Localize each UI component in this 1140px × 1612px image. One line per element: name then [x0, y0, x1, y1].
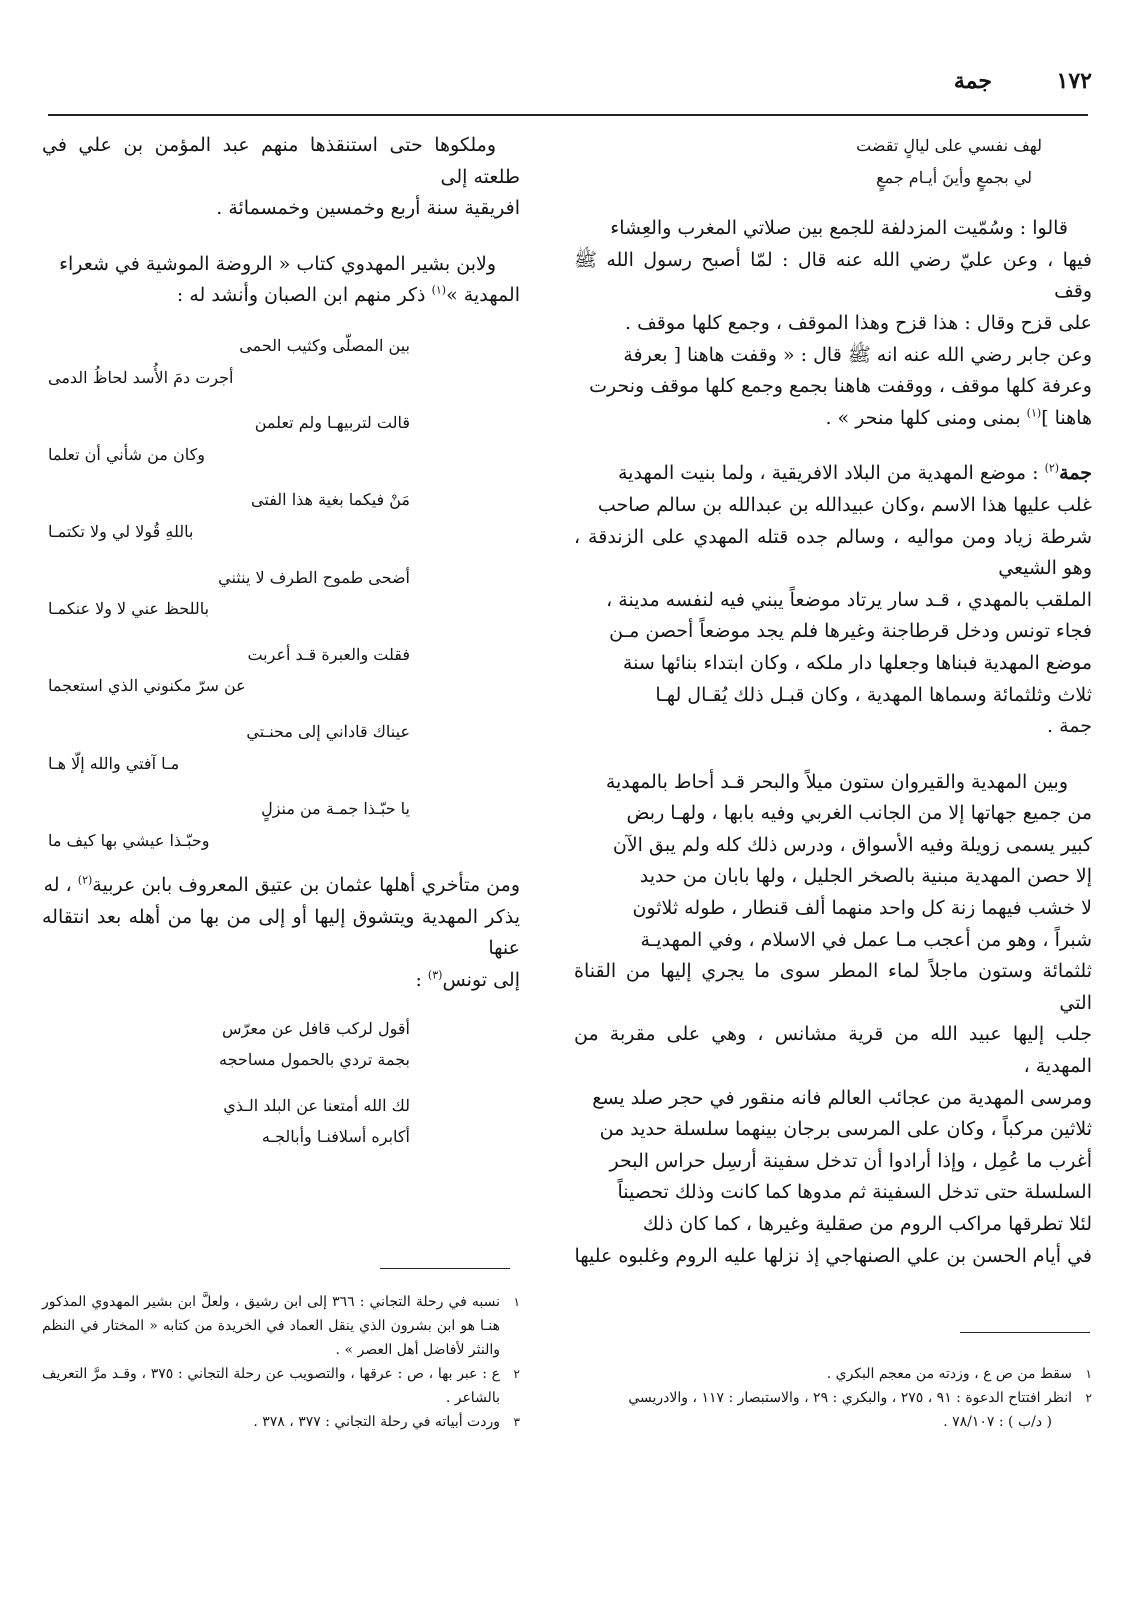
text-line: شبراً ، وهو من أعجب مـا عمل في الاسلام ، وفي المهديـة: [640, 928, 1092, 951]
paragraph: [42, 249, 520, 312]
verse-hemistich-1: عيناك قاداني إلى محنـتي: [246, 721, 410, 741]
footnote-number: ١: [1085, 1367, 1092, 1381]
verse-hemistich-1: لهف نفسي على ليالٍ تقضت: [856, 136, 1042, 155]
left-column: [42, 130, 520, 1167]
footnote: [572, 1386, 1092, 1410]
verse-hemistich-1: أضحى طموح الطرف لا ينثني: [218, 567, 410, 587]
text-line: أغرب ما عُمِل ، وإذا أرادوا أن تدخل سفينة أرسِل حراس البحر: [609, 1149, 1092, 1172]
footnote-number: [1078, 1410, 1092, 1434]
footnote: [42, 1362, 520, 1410]
entry-headword: جمة: [1059, 462, 1092, 485]
text-line: فجاء تونس ودخل قرطاجنة وغيرها فلم يجد موضعاً أحصن مـن: [609, 620, 1092, 643]
verse-hemistich-1: لك الله أمتعنا عن البلد الـذي: [223, 1095, 410, 1115]
text-line: هاهنا ]: [1041, 406, 1092, 429]
text-line: ثلاثين مركباً ، وكان على المرسى برجان بينهما سلسلة حديد من: [599, 1118, 1092, 1141]
text-line: من جميع جهاتها إلا من الجانب الغربي وفيه بابها ، ولهـا ربض: [626, 802, 1092, 825]
text-line: وعرفة كلها موقف ، ووقفت هاهنا بجمع وجمع كلها موقف ونحرت: [589, 375, 1092, 398]
text-line: موضع المهدية فبناها وجعلها دار ملكه ، وكان ابتداء بنائها سنة: [622, 651, 1092, 674]
verse-couplet: [42, 639, 520, 702]
text-line: ومن متأخري أهلها عثمان بن عتيق المعروف بابن عربية: [92, 874, 520, 897]
footnote-text: سقط من ص ع ، وزدته من معجم البكري .: [826, 1366, 1072, 1382]
text-line: في أيام الحسن بن علي الصنهاجي إذ نزلها عليه الروم وغلبوه عليها: [574, 1244, 1092, 1267]
text-line: على قزح وقال : هذا قزح وهذا الموقف ، وجمع كلها موقف .: [624, 311, 1092, 334]
text-line: جلب إليها عبيد الله من قرية مشانس ، وهي على مقربة من المهدية ،: [574, 1023, 1092, 1078]
text-line: إلى تونس: [442, 969, 520, 992]
footnote-marker[interactable]: (١): [1026, 406, 1042, 420]
verse-hemistich-2: بجمة تردي بالحمول مساحجه: [219, 1050, 410, 1070]
text-line: ثلاث وثلثمائة وسماها المهدية ، وكان قبـل ذلك يُقـال لهـا: [655, 683, 1092, 706]
text-line: لئلا تطرقها مراكب الروم من صقلية وغيرها ، كما كان ذلك: [642, 1213, 1092, 1235]
verse-hemistich-2: باللهِ قُولا لي ولا تكتمـا: [48, 521, 194, 541]
verse-couplet: [42, 562, 520, 625]
text-line: : موضع المهدية من البلاد الافريقية ، ولما بنيت المهدية: [617, 462, 1045, 485]
footnote-marker[interactable]: (٣): [427, 968, 443, 982]
footnote: [572, 1362, 1092, 1386]
verse-couplet: [42, 716, 520, 779]
footnote-text: انظر افتتاح الدعوة : ٩١ ، ٢٧٥ ، والبكري : ٢٩ ، والاستبصار : ١١٧ ، والادريسي: [628, 1390, 1072, 1406]
page-number: ١٧٢: [1056, 68, 1092, 94]
verse-hemistich-2: أجرت دمَ الأُسد لحاظُ الدمى: [48, 367, 234, 387]
verse-hemistich-2: باللحظ عني لا ولا عنكمـا: [48, 599, 210, 619]
verse-hemistich-2: لي بجمعٍ وأينَ أيـام جمعٍ: [876, 167, 1032, 187]
text-line: كبير يسمى زويلة وفيه الأسواق ، ودرس ذلك كله ولم يبق الآن: [612, 833, 1092, 856]
footnote: [42, 1410, 520, 1434]
text-line: بمنى ومنى كلها منحر » .: [825, 406, 1027, 429]
text-line: :: [415, 969, 428, 992]
verse-hemistich-1: فقلت والعبرة قـد أعربت: [247, 644, 410, 664]
poem: [42, 1013, 520, 1153]
footnote-number: ٢: [513, 1367, 520, 1381]
text-line: المهدية »: [446, 284, 520, 307]
footnote-text: ع : عبر بها ، ص : عرقها ، والتصويب عن رحلة التجاني : ٣٧٥ ، وقـد مرَّ التعريف بالشاعر .: [42, 1366, 500, 1406]
text-line: وبين المهدية والقيروان ستون ميلاً والبحر قـد أحاط بالمهدية: [605, 770, 1068, 793]
text-line: افريقية سنة أربع وخمسين وخمسمائة .: [216, 197, 520, 220]
verse-hemistich-2: أكابره أسلافنـا وأبالجـه: [261, 1127, 410, 1147]
text-line: ومرسى المهدية من عجائب العالم فانه منقور في حجر صلد يسع: [592, 1086, 1092, 1109]
text-line: ثلثمائة وستون ماجلاً لماء المطر سوى ما يجري إليها من القناة التي: [574, 960, 1092, 1014]
verse-hemistich-1: قالت لتربيهـا ولم تعلمن: [254, 413, 410, 433]
verse-hemistich-2: وكان من شأني أن تعلما: [48, 444, 205, 464]
paragraph: [574, 767, 1092, 1273]
text-line: لا خشب فيهما زنة كل واحد منهما ألف قنطار ، طوله ثلاثون: [632, 897, 1092, 920]
text-line: قالوا : وسُمّيت المزدلفة للجمع بين صلاتي المغرب والعِشاء: [610, 217, 1068, 240]
text-line: إلا حصن المهدية مبنية بالصخر الجليل ، ولها بابان من حديد: [639, 865, 1092, 888]
footnote-number: ٢: [1085, 1391, 1092, 1405]
text-line: الملقب بالمهدي ، قـد سار يرتاد موضعاً يبني فيه لنفسه مدينة ،: [606, 588, 1092, 611]
verse-couplet: [42, 1090, 520, 1153]
text-line: ذكر منهم ابن الصبان وأنشد له :: [176, 284, 432, 307]
text-line: وملكوها حتى استنقذها منهم عبد المؤمن بن علي في طلعته إلى: [42, 134, 520, 188]
footnote-number: ٣: [513, 1415, 520, 1429]
verse-couplet: [42, 793, 520, 856]
footnote-marker[interactable]: (١): [431, 284, 447, 298]
verse-hemistich-1: مَنْ فيكما بغية هذا الفتى: [251, 490, 410, 510]
verse-hemistich-2: عن سرّ مكنوني الذي استعجما: [48, 676, 246, 696]
verse-couplet: [42, 330, 520, 393]
footnote: [42, 1290, 520, 1362]
text-line: ولابن بشير المهدوي كتاب « الروضة الموشية في شعراء: [59, 252, 496, 275]
text-line: وعن جابر رضي الله عنه انه ﷺ قال : « وقفت هاهنا [ بعرفة: [623, 343, 1092, 366]
verse-hemistich-1: يا حبّـذا جمـة من منزلٍ: [261, 799, 410, 819]
verse-hemistich-1: بين المصلّى وكثيب الحمى: [239, 335, 410, 355]
verse-hemistich-2: وحبّـذا عيشي بها كيف ما: [48, 830, 210, 850]
footnote-rule: [960, 1332, 1090, 1333]
right-column: [574, 130, 1092, 1272]
paragraph: [574, 213, 1092, 434]
paragraph: [42, 130, 520, 225]
verse-hemistich-2: مـا آفتي والله إلّا هـا: [48, 753, 180, 773]
text-line: ، له: [43, 874, 78, 897]
text-line: جمة .: [1047, 715, 1092, 738]
text-line: شرطة زياد ومن مواليه ، وسالم جده قتله المهدي على الزندقة ، وهو الشيعي: [574, 525, 1092, 580]
footnote-marker[interactable]: (٢): [1044, 462, 1060, 476]
verse-couplet: [574, 130, 1092, 193]
footnote-number: ١: [513, 1295, 520, 1309]
verse-couplet: [42, 484, 520, 547]
text-line: فيها ، وعن عليّ رضي الله عنه قال : لمّا أصبح رسول الله ﷺ وقف: [574, 248, 1092, 303]
verse-hemistich-1: أقول لركب قافل عن معرّس: [221, 1018, 410, 1038]
footnote: [572, 1410, 1092, 1434]
verse-couplet: [42, 407, 520, 470]
footnote-rule: [380, 1268, 510, 1269]
poem: [42, 330, 520, 856]
text-line: السلسلة حتى تدخل السفينة ثم مدوها كما كانت وذلك تحصيناً: [617, 1181, 1092, 1204]
header-rule: [48, 114, 1088, 116]
footnotes-right: [572, 1362, 1092, 1434]
footnotes-left: [42, 1290, 520, 1434]
running-headword: جمة: [953, 68, 992, 94]
verse-couplet: [42, 1013, 520, 1076]
text-line: يذكر المهدية ويتشوق إليها أو إلى من بها من أهله بعد انتقاله عنها: [42, 905, 520, 960]
entry-paragraph: [574, 458, 1092, 742]
footnote-text: ( د/ب ) : ٧٨/١٠٧ .: [943, 1414, 1052, 1430]
paragraph: [42, 870, 520, 996]
footnote-text: نسبه في رحلة التجاني : ٣٦٦ إلى ابن رشيق ، ولعلَّ ابن بشير المهدوي المذكور هنـا هو ابن بشرون الذي ينقل العماد في الخريدة من كتابه « المختار في النظم والنثر لأفاضل أهل العصر » .: [42, 1294, 501, 1358]
footnote-marker[interactable]: (٢): [77, 873, 93, 887]
text-line: غلب عليها هذا الاسم ،وكان عبيدالله بن عبدالله بن سالم صاحب: [597, 493, 1092, 516]
footnote-text: وردت أبياته في رحلة التجاني : ٣٧٧ ، ٣٧٨ .: [253, 1414, 500, 1430]
